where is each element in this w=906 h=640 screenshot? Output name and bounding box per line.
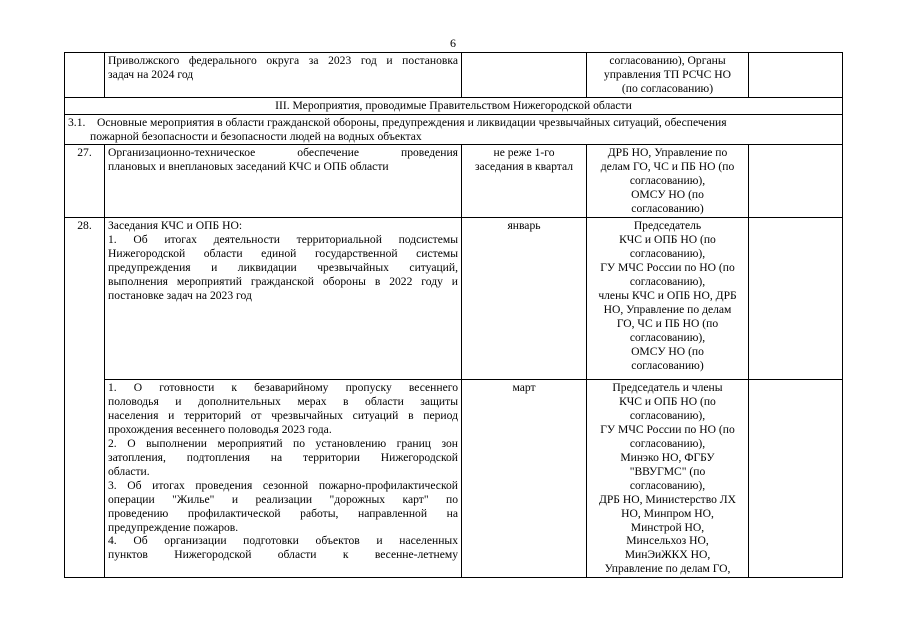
text-line: согласованию), (629, 437, 706, 451)
text-line: операции "Жилье" и реализации "дорожных карт" по (108, 492, 458, 506)
number-cell: 28. (65, 218, 105, 578)
text-line: "ВВУГМС" (по (629, 464, 706, 478)
text-line: согласованию), (629, 275, 706, 289)
text-line: согласованию), (629, 330, 706, 344)
text-line: согласованию), (629, 478, 706, 492)
text-line: Организационно-техническое обеспечение проведения (108, 146, 458, 160)
text-line: Нижегородской области единой государственной системы (108, 247, 458, 261)
text-line: согласованию), (629, 409, 706, 423)
text-line: предупреждения и ликвидации чрезвычайных ситуаций, (108, 261, 458, 275)
text-line: затопления, подтопления на территории Нижегородской (108, 450, 458, 464)
subsection-title-line2: пожарной безопасности и безопасности людей на водных объектах (90, 129, 422, 143)
notes-cell (749, 53, 843, 98)
text-line: не реже 1-го (493, 146, 555, 160)
term-cell: март (462, 380, 587, 578)
text-line: 2. О выполнении мероприятий по установлению границ зон (108, 437, 458, 451)
text-line: согласованию), (629, 174, 706, 188)
responsible-cell (587, 380, 749, 578)
table-row-item-28-march (65, 380, 843, 578)
text-line: ДРБ НО, Управление по (607, 146, 728, 160)
text-line: Минсельхоз НО, (626, 534, 709, 548)
text-line: ГУ МЧС России по НО (по (600, 423, 735, 437)
text-line: ДРБ НО, Министерство ЛХ (598, 492, 737, 506)
text-line: плановых и внеплановых заседаний КЧС и ОПБ области (108, 160, 389, 174)
number-cell: 27. (65, 145, 105, 218)
text-line: согласованию) (631, 358, 704, 372)
text-line: НО, Минпром НО, (621, 506, 714, 520)
text-line: 3. Об итогах проведения сезонной пожарно-профилактической (108, 478, 458, 492)
number-cell (65, 53, 105, 98)
text-line: ГО, ЧС и ПБ НО (по (616, 316, 719, 330)
page-number: 6 (450, 36, 456, 50)
events-plan-table (64, 52, 843, 578)
text-line: Председатель и члены (612, 381, 723, 395)
text-line: выполнения мероприятий гражданской обороны в 2022 году и (108, 275, 458, 289)
text-line: проведению профилактической работы, направленной на (108, 506, 458, 520)
text-line: НО, Управление по делам (603, 302, 732, 316)
text-line: МинЭиЖКХ НО, (624, 548, 711, 562)
text-line: Минэко НО, ФГБУ (620, 450, 715, 464)
responsible-cell (587, 145, 749, 218)
description-cell (105, 218, 462, 380)
text-line: управления ТП РСЧС НО (603, 67, 732, 81)
notes-cell (749, 218, 843, 380)
text-line: постановке задач на 2023 год (108, 288, 252, 302)
text-line: Заседания КЧС и ОПБ НО: (108, 219, 243, 233)
text-line: ОМСУ НО (по (631, 344, 704, 358)
table-row-continuation (65, 53, 843, 98)
table-row-item-27 (65, 145, 843, 218)
section-title: III. Мероприятия, проводимые Правительством Нижегородской области (65, 97, 843, 114)
responsible-cell (587, 53, 749, 98)
text-line: ОМСУ НО (по (631, 188, 704, 202)
text-line: Минстрой НО, (630, 520, 705, 534)
subsection-heading-row (65, 114, 843, 145)
term-cell (462, 53, 587, 98)
subsection-title-line1: Основные мероприятия в области гражданской обороны, предупреждения и ликвидации чрезвычайных ситуаций, обеспечения (96, 115, 727, 129)
description-cell (105, 53, 462, 98)
text-line: заседания в квартал (474, 160, 574, 174)
description-cell (105, 380, 462, 578)
text-line: задач на 2024 год (108, 67, 194, 81)
text-line: 4. Об организации подготовки объектов и населенных (108, 534, 458, 548)
text-line: области. (108, 464, 150, 478)
text-line: Председатель (633, 219, 702, 233)
text-line: согласованию) (631, 202, 704, 216)
table-row-item-28 (65, 218, 843, 380)
text-line: Приволжского федерального округа за 2023 год и постановка (108, 54, 458, 67)
text-line: (по согласованию) (621, 81, 714, 95)
term-cell: январь (462, 218, 587, 380)
notes-cell (749, 380, 843, 578)
responsible-cell (587, 218, 749, 380)
text-line: КЧС и ОПБ НО (по (619, 395, 716, 409)
text-line: пунктов Нижегородской области к весенне-летнему (108, 548, 458, 562)
text-line: предупреждение пожаров. (108, 520, 239, 534)
subsection-number: 3.1. (68, 115, 86, 129)
text-line: делам ГО, ЧС и ПБ НО (по (600, 160, 735, 174)
text-line: ГУ МЧС России по НО (по (600, 261, 735, 275)
text-line: 1. О готовности к безаварийному пропуску весеннего (108, 381, 458, 395)
section-heading-row (65, 97, 843, 114)
text-line: согласованию), Органы (609, 54, 726, 67)
text-line: согласованию), (629, 247, 706, 261)
text-line: члены КЧС и ОПБ НО, ДРБ (598, 288, 737, 302)
text-line: половодья и дополнительных мерах в области защиты (108, 395, 458, 409)
subsection-title (65, 114, 843, 145)
text-line: Управление по делам ГО, (604, 562, 731, 576)
text-line: КЧС и ОПБ НО (по (619, 233, 716, 247)
term-cell (462, 145, 587, 218)
text-line: населения и территорий от чрезвычайных ситуаций в период (108, 409, 458, 423)
notes-cell (749, 145, 843, 218)
description-cell (105, 145, 462, 218)
text-line: 1. Об итогах деятельности территориальной подсистемы (108, 233, 458, 247)
text-line: прохождения весеннего половодья 2023 года. (108, 423, 332, 437)
